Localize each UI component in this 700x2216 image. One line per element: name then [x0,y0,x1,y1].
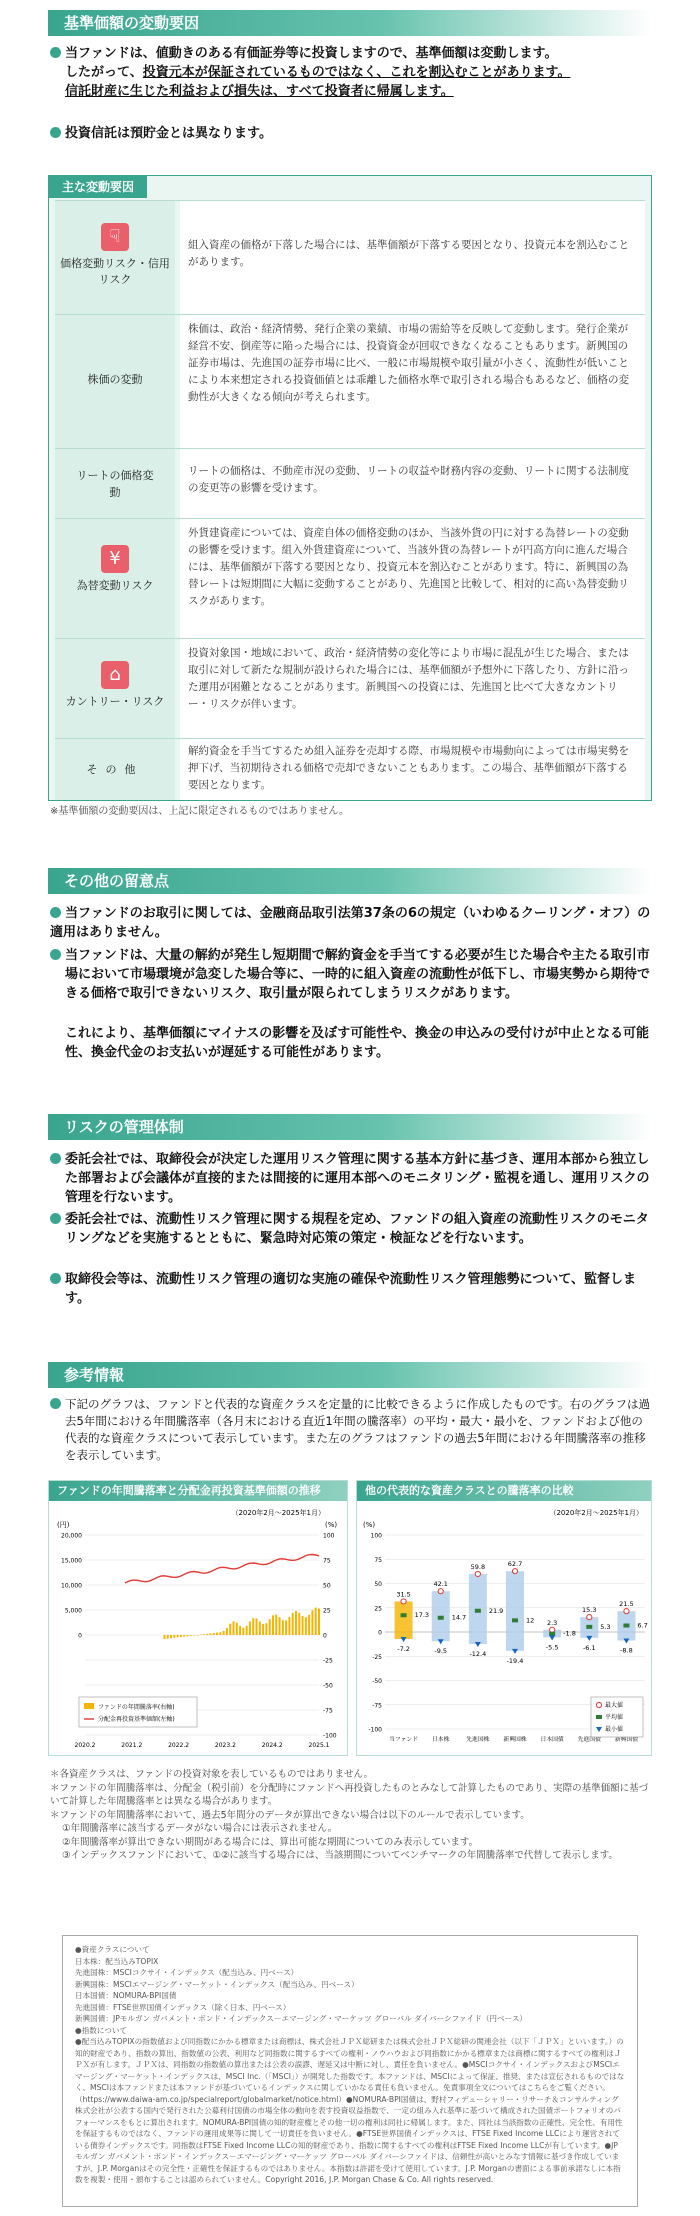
bullet-dot-icon [50,949,61,960]
section-title-notes: その他の留意点 [48,868,652,894]
annual-return-bar [163,1635,165,1639]
max-value-label: 2.3 [546,1618,558,1627]
avg-marker [438,1616,444,1620]
annual-return-bar [246,1626,248,1635]
bullet-text: 当ファンドは、値動きのある有価証券等に投資しますので、基準価額は変動します。 [65,46,558,61]
y-axis-tick: -100 [368,1726,382,1734]
disclaimer-heading: ●資産クラスについて [75,1945,150,1954]
annual-return-bar [242,1628,244,1635]
bullet-dot-icon [50,1273,61,1284]
left-axis-unit: (円) [57,1521,70,1529]
annual-return-bar [167,1635,169,1639]
max-value-label: 42.1 [433,1580,448,1589]
legend-bar-label: ファンドの年間騰落率(右軸) [98,1704,175,1711]
legend-avg-marker [596,1715,602,1719]
right-axis-unit: (%) [325,1521,338,1529]
bullet-dot-icon [50,47,61,58]
annual-return-bar [229,1624,231,1635]
risk-label: リートの価格変動 [76,469,154,499]
y-axis-tick: 75 [374,1556,382,1564]
annual-return-bar [186,1635,188,1636]
annual-return-bar [239,1626,241,1635]
legend-line-label: 分配金再投資基準価額(左軸) [98,1716,175,1723]
left-chart-svg [49,1501,347,1755]
annual-return-bar [180,1635,182,1637]
risk-row [55,200,645,314]
annual-return-bar [256,1619,258,1635]
min-marker [438,1639,444,1644]
bullet-dot-icon [50,1153,61,1164]
annual-return-bar [298,1613,300,1635]
annual-return-bar [292,1613,294,1635]
avg-value-label: 17.3 [414,1611,430,1620]
x-axis-tick: 2020.2 [74,1742,96,1749]
risk-label: 為替変動リスク [76,579,154,592]
annual-return-bar [265,1623,267,1635]
annual-return-bar [233,1621,235,1635]
min-marker [475,1642,481,1647]
bullet-management-2 [50,1210,652,1248]
risk-row [55,518,645,638]
risk-label-cell [55,449,175,518]
max-marker [401,1599,406,1604]
min-marker [549,1635,555,1640]
annual-return-bar [209,1633,211,1635]
risk-label: 価格変動リスク・信用リスク [60,257,170,286]
annual-return-bar [295,1611,297,1635]
risk-label-cell [55,519,175,638]
chart-note: ＊各資産クラスは、ファンドの投資対象を表しているものではありません。 [50,1769,374,1780]
bullet-text-underlined: 信託財産に生じた利益および損失は、すべて投資者に帰属します。 [65,84,454,99]
annual-return-bar [275,1615,277,1635]
avg-marker [401,1613,407,1617]
risk-table-header: 主な変動要因 [49,176,147,198]
bullet-dot-icon [50,1398,61,1409]
max-value-label: 59.8 [470,1562,486,1571]
right-axis-tick: 75 [323,1557,331,1565]
bullet-text: 委託会社では、流動性リスク管理に関する規程を定め、ファンドの組入資産の流動性リスクのモニタリングなどを実施するとともに、緊急時対応策の策定・検証などを行ないます。 [65,1212,649,1246]
bullet-text: 投資信託は預貯金とは異なります。 [65,126,272,141]
bullet-not-deposit [50,124,652,143]
bullet-liquidity-cont [50,1024,652,1062]
risk-row [55,448,645,518]
right-axis-tick: 25 [323,1607,331,1615]
risk-text: 外貨建資産については、資産自体の価格変動のほか、当該外貨の円に対する為替レートの変動の影響を受けます。組入外貨建資産について、当該外貨の為替レートが円高方向に進んだ場合には、基準価額が下落する要因となり、投資元本を割込むことがあります。特に、新興国の為替レートは短期間に大幅に変動することがあり、先進国と比較して、相対的に高い為替変動リスクがあります。 [180,519,645,638]
risk-label-cell [55,201,175,314]
bullet-text: 当ファンドのお取引に関しては、金融商品取引法第37条の6の規定（いわゆるクーリング・オフ）の適用はありません。 [50,906,651,940]
left-chart-period: （2020年2月～2025年1月） [231,1509,325,1517]
annual-return-bar [315,1608,317,1635]
right-axis-tick: 100 [323,1532,335,1540]
chart-note: ＊ファンドの年間騰落率は、分配金（税引前）を分配時にファンドへ再投資したものとみなして計算したものであり、実際の基準価額に基づいて計算した年間騰落率とは異なる場合があります。 [50,1782,649,1807]
x-axis-tick: 2021.2 [121,1742,143,1749]
y-axis-tick: -50 [372,1678,382,1685]
min-marker [586,1636,592,1641]
disclaimer-line: 先進国株：MSCIコクサイ・インデックス（配当込み、円ベース） [75,1968,299,1977]
y-axis-tick: 0 [378,1629,382,1637]
annual-return-bar [173,1635,175,1638]
chart-notes [50,1768,650,1863]
disclaimer-heading: ●指数について [75,2025,128,2035]
x-axis-tick: 2024.2 [261,1742,283,1749]
max-marker [587,1615,592,1620]
annual-return-bar [285,1620,287,1635]
legend-max-label: 最大値 [605,1702,624,1709]
annual-return-bar [272,1615,274,1635]
annual-return-bar [219,1632,221,1635]
building-icon: ⌂ [101,661,129,689]
category-label: 新興国債 [614,1737,639,1743]
annual-return-bar [252,1618,254,1635]
left-chart [48,1480,348,1756]
legend-avg-label: 平均値 [605,1714,624,1721]
annual-return-bar [213,1633,215,1635]
avg-value-label: 5.3 [600,1622,611,1631]
reference-intro [50,1396,652,1464]
left-axis-tick: 10,000 [61,1582,82,1590]
annual-return-bar [203,1634,205,1635]
bullet-text: 取締役会等は、流動性リスク管理の適切な実施の確保や流動性リスク管理態勢について、監督します。 [65,1272,636,1306]
category-label: 日本国債 [540,1737,564,1743]
bullet-management-3 [50,1270,652,1308]
max-marker [438,1589,443,1594]
avg-marker [549,1632,555,1636]
avg-marker [475,1609,481,1613]
risk-label: カントリー・リスク [65,695,165,708]
section-title-reference: 参考情報 [48,1362,652,1388]
risk-row [55,638,645,738]
annual-return-bar [311,1610,313,1635]
disclaimer-line: 日本株：配当込みTOPIX [75,1956,159,1966]
bullet-dot-icon [50,127,61,138]
bullet-text: したがって、 [65,65,143,80]
annual-return-bar [193,1635,195,1636]
legend-bar-swatch [84,1703,94,1709]
disclaimer-line: 日本国債：NOMURA-BPI国債 [75,1991,177,2000]
right-chart-title: 他の代表的な資産クラスとの騰落率の比較 [357,1481,651,1501]
y-axis-tick: -25 [372,1653,382,1661]
chart-note: ＊ファンドの年間騰落率において、過去5年間分のデータが算出できない場合は以下のルールで表示しています。 [50,1809,530,1821]
avg-marker [623,1624,629,1628]
risk-label: 株価の変動 [87,373,143,386]
risk-label-cell [55,315,175,448]
right-axis-tick: -50 [323,1682,333,1690]
left-chart-title: ファンドの年間騰落率と分配金再投資基準価額の推移 [49,1481,347,1501]
annual-return-bar [170,1635,172,1638]
avg-marker [586,1625,592,1629]
left-chart-x-ticks [75,1742,330,1749]
right-chart-period: （2020年2月～2025年1月） [549,1509,643,1517]
range-bar [506,1571,524,1651]
max-marker [512,1569,517,1574]
min-value-label: -19.4 [506,1656,524,1665]
y-axis-tick: 25 [374,1605,382,1613]
annual-return-bar [196,1635,198,1636]
min-marker [623,1639,629,1644]
risk-text: 株価は、政治・経済情勢、発行企業の業績、市場の需給等を反映して変動します。発行企業が経営不安、倒産等に陥った場合には、投資資金が回収できなくなることもあります。新興国の証券市場は、先進国の証券市場に比べ、一般に市場規模や取引量が小さく、流動性が低いことにより本来想定される投資価値とは乖離した価格水準で取引される場合もあるなど、価格の変動性が大きくなる傾向が考えられます。 [180,315,645,448]
left-chart-bars [163,1608,320,1639]
risk-label-cell [55,739,175,800]
avg-value-label: 6.7 [637,1621,648,1630]
left-axis-tick: 20,000 [61,1532,82,1540]
max-marker [475,1571,480,1576]
x-axis-tick: 2023.2 [214,1742,236,1749]
max-marker [550,1627,555,1632]
category-label: 日本株 [432,1737,450,1743]
max-value-label: 62.7 [507,1560,523,1569]
right-axis-tick: -100 [323,1732,337,1740]
hand-down-icon: ☟ [101,223,129,251]
min-value-label: -9.5 [434,1647,448,1656]
bullet-text: 当ファンドは、大量の解約が発生し短期間で解約資金を手当てする必要が生じた場合や主たる取引市場において市場環境が急変した場合等に、一時的に組入資産の流動性が低下し、市場実勢から期待できる価格で取引できないリスク、取引量が限られてしまうリスクがあります。 [65,948,651,1001]
chart-note: ②年間騰落率が算出できない期間がある場合には、算出可能な期間についてのみ表示しています。 [62,1836,479,1848]
y-axis-tick: 100 [370,1532,382,1540]
category-label: 当ファンド [389,1737,419,1743]
min-marker [401,1637,407,1642]
chart-note: ①年間騰落率に該当するデータがない場合には表示されません。 [62,1823,338,1834]
annual-return-bar [226,1628,228,1635]
nav-line [125,1555,319,1584]
avg-value-label: 14.7 [451,1613,467,1622]
disclaimer-box [62,1935,638,2207]
risk-text: 解約資金を手当てするため組入証券を売却する際、市場規模や市場動向によっては市場実勢を押下げ、当初期待される価格で売却できないこともあります。この場合、基準価額が下落する要因となります。 [180,739,645,800]
y-axis-tick: 50 [374,1581,382,1588]
bullet-management-1 [50,1150,652,1207]
max-value-label: 15.3 [582,1606,597,1615]
risk-text: 投資対象国・地域において、政治・経済情勢の変化等により市場に混乱が生じた場合、または取引に対して新たな規制が設けられた場合には、基準価額が予想外に下落したり、方針に沿った運用が困難となることがあります。新興国への投資には、先進国と比べて大きなカントリー・リスクが伴います。 [180,639,645,738]
annual-return-bar [282,1620,284,1635]
exchange-icon: ¥ [101,545,129,573]
min-value-label: -7.2 [397,1644,410,1653]
bullet-text-underlined: 投資元本が保証されているものではなく、これを割込むことがあります。 [142,65,571,80]
category-label: 先進国債 [577,1737,601,1743]
disclaimer-paragraph: ●配当込みTOPIXの指数値および同指数にかかる標章または商標は、株式会社ＪＰＸ総研または株式会社ＪＰＸ総研の関連会社（以下「ＪＰＸ」といいます。）の知的財産であり、指数の算出、指数値の公表、利用など同指数に関するすべての権利・ノウハウおよび同指数にかかる標章または商標に関するすべての権利はＪＰＸが有します。ＪＰＸは、同指数の指数値の算出または公表の誤謬、遅延又は中断に対し、責任を負いません。●MSCIコクサイ・インデックスおよびMSCIエマージング・マーケット・インデックスは、MSCI Inc.（「MSCI」）が開発した指数です。本ファンドは、MSCIによって保証、推奨、または宣伝されるものではなく、MSCIは本ファンドまたは本ファンドが基づいているインデックスに関していかなる責任も負いません。免責事項全文についてはこちらをご覧ください。（https://www.daiwa-am.co.jp/specialreport/globalmarket/notice.html）●NOMURA-BPI国債は、野村フィデューシャリー・リサーチ＆コンサルティング株式会社が公表する国内で発行された公募利付国債の市場全体の動向を表す投資収益指数で、一定の組み入れ基準に基づいて構成された国債ポートフォリオのパフォーマンスをもとに算出されます。NOMURA-BPI国債の知的財産権とその他一切の権利は同社に帰属します。また、同社は当該指数の正確性、完全性、有用性を保証するものではなく、ファンドの運用成果等に関して一切責任を負いません。●FTSE世界国債インデックスは、FTSE Fixed Income LLCにより運営されている債券インデックスです。同指数はFTSE Fixed Income LLCの知的財産であり、指数に関するすべての権利はFTSE Fixed Income LLCが有しています。●JPモルガン ガバメント・ボンド・インデックス－エマージング・マーケッツ グローバル ダイバーシファイドは、信頼性が高いとみなす情報に基づき作成していますが、J.P. Morganはその完全性・正確性を保証するものではありません。本指数は許諾を受けて使用しています。J.P. Morganの書面による事前承諾なしに本指数を複製・使用・頒布することは認められていません。Copyright 2016, J.P. Morgan Chase & Co. All rights reserved. [75,2037,625,2184]
disclaimer-line: 新興国債：JPモルガン ガバメント・ボンド・インデックス－エマージング・マーケッツ グローバル ダイバーシファイド（円ベース） [75,2014,528,2023]
legend-max-marker [596,1702,601,1707]
annual-return-bar [216,1633,218,1635]
risk-label: その他 [86,763,144,776]
annual-return-bar [308,1615,310,1635]
bullet-text: 委託会社では、取締役会が決定した運用リスク管理に関する基本方針に基づき、運用本部から独立した部署および会議体が直接的または間接的に運用本部へのモニタリング・監視を通し、運用リスクの管理を行ないます。 [65,1152,650,1205]
annual-return-bar [206,1634,208,1635]
right-chart-unit: (%) [363,1521,376,1529]
avg-value-label: 12 [526,1616,535,1625]
disclaimer-line: 先進国債：FTSE世界国債インデックス（除く日本、円ベース） [75,2002,291,2012]
disclaimer-line: 新興国株：MSCIエマージング・マーケット・インデックス（配当込み、円ベース） [75,1979,359,1989]
avg-value-label: 21.9 [488,1606,504,1615]
risk-row [55,738,645,800]
risk-note: ※基準価額の変動要因は、上記に限定されるものではありません。 [50,806,349,817]
max-marker [624,1609,629,1614]
left-axis-tick: 5,000 [64,1607,82,1615]
bullet-fluctuation [50,44,652,101]
right-axis-tick: 0 [323,1632,327,1640]
annual-return-bar [302,1616,304,1635]
annual-return-bar [249,1621,251,1635]
max-value-label: 21.5 [619,1600,634,1609]
bullet-dot-icon [50,1213,61,1224]
annual-return-bar [190,1635,192,1636]
category-label: 先進国株 [466,1737,490,1743]
legend-min-label: 最小値 [605,1726,624,1733]
min-value-label: -6.1 [582,1643,596,1652]
annual-return-bar [236,1623,238,1635]
max-value-label: 31.5 [396,1590,411,1599]
right-chart-svg [357,1501,651,1755]
risk-text: 組入資産の価格が下落した場合には、基準価額が下落する要因となり、投資元本を割込むことがあります。 [180,201,645,314]
annual-return-bar [269,1619,271,1635]
annual-return-bar [288,1617,290,1635]
left-axis-tick: 15,000 [61,1557,82,1565]
risk-row [55,314,645,448]
left-axis-tick: 0 [78,1632,82,1640]
annual-return-bar [200,1635,202,1636]
annual-return-bar [259,1622,261,1635]
min-value-label: -5.5 [545,1643,559,1652]
right-axis-tick: -75 [323,1707,333,1715]
annual-return-bar [183,1635,185,1637]
risk-text: リートの価格は、不動産市況の変動、リートの収益や財務内容の変動、リートに関する法制度の変更等の影響を受けます。 [180,449,645,518]
min-marker [512,1649,518,1654]
annual-return-bar [262,1624,264,1635]
category-label: 新興国株 [503,1737,527,1743]
annual-return-bar [223,1631,225,1635]
bullet-text: これにより、基準価額にマイナスの影響を及ぼす可能性や、換金の申込みの受付けが中止となる可能性、換金代金のお支払いが遅延する可能性があります。 [65,1026,649,1060]
right-chart [356,1480,652,1756]
bullet-dot-icon [50,907,61,918]
annual-return-bar [177,1635,179,1637]
annual-return-bar [318,1609,320,1635]
avg-marker [512,1618,518,1622]
right-axis-tick: 50 [323,1582,331,1590]
bullet-cooling-off [50,904,652,942]
avg-value-label: -1.8 [563,1629,576,1638]
x-axis-tick: 2022.2 [168,1742,190,1749]
chart-note: ③インデックスファンドにおいて、①②に該当する場合には、当該期間についてベンチマークの年間騰落率で代替して表示します。 [62,1850,618,1861]
x-axis-tick: 2025.1 [308,1742,330,1749]
section-title-risk-management: リスクの管理体制 [48,1114,652,1140]
annual-return-bar [279,1617,281,1635]
risk-table [48,175,652,801]
section-title-fluctuation: 基準価額の変動要因 [48,10,652,36]
y-axis-tick: -75 [372,1702,382,1710]
annual-return-bar [305,1617,307,1635]
bullet-liquidity [50,946,652,1003]
min-value-label: -12.4 [469,1650,487,1659]
range-bar [395,1601,413,1639]
min-value-label: -8.8 [620,1646,633,1655]
right-axis-tick: -25 [323,1657,333,1665]
reference-intro-text: 下記のグラフは、ファンドと代表的な資産クラスを定量的に比較できるように作成したものです。右のグラフは過去5年間における年間騰落率（各月末における直近1年間の騰落率）の平均・最大・最小を、ファンドおよび他の代表的な資産クラスについて表示しています。また左のグラフはファンドの過去5年間における年間騰落率の推移を表示しています。 [65,1397,650,1462]
risk-label-cell [55,639,175,738]
